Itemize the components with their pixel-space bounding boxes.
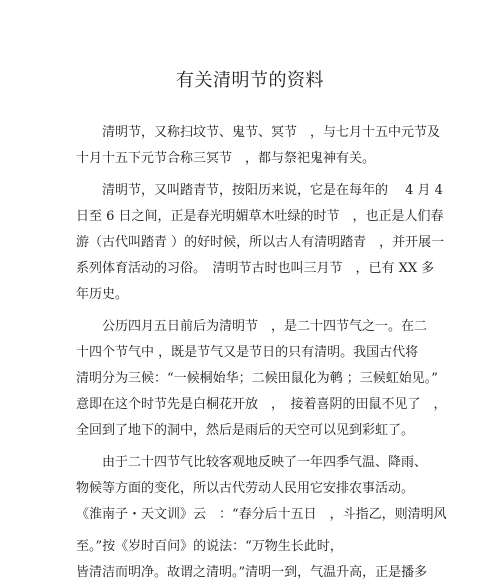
text-line: 十月十五下元节合称三冥节 ，都与祭祀鬼神有关。 [76,151,376,166]
text-line: 年历史。 [76,287,129,302]
text-line: 游（古代叫踏青 ）的好时候，所以古人有清明踏青 ，并开展一 [76,235,445,250]
text-line: 清明节，又称扫坟节、鬼节、冥节 ，与七月十五中元节及 [76,125,441,140]
text-line: 系列体育活动的习俗。 清明节古时也叫三月节 ，已有 XX 多 [76,261,435,276]
document-title: 有关清明节的资料 [176,70,324,91]
text-line: 全回到了地下的洞中，然后是雨后的天空可以见到彩虹了。 [76,423,415,438]
text-line: 十四个节气中 ，既是节气又是节日的只有清明。我国古代将 [76,345,419,360]
text-line: 至。”按《岁时百问》的说法：“万物生长此时， [76,539,343,554]
text-line: 皆清洁而明净。故谓之清明。”清明一到，气温升高，正是播多 [76,565,428,580]
text-line: 日至 6 日之间，正是春光明媚草木吐绿的时节 ，也正是人们春 [76,209,444,224]
document-body [76,120,447,586]
text-line: 清明节，又叫踏青节，按阳历来说，它是在每年的 4 月 4 [76,183,443,198]
text-line: 公历四月五日前后为清明节 ，是二十四节气之一。在二 [76,319,428,334]
text-line: 由于二十四节气比较客观地反映了一年四季气温、降雨、 [76,455,428,470]
text-line: 《淮南子・天文训》云 ：“春分后十五日 ，斗指乙，则清明风 [76,507,447,522]
text-line: 物候等方面的变化，所以古代劳动人民用它安排农事活动。 [76,481,415,496]
text-line: 清明分为三候：“一候桐始华；二候田鼠化为鹌 ；三候虹始见。” [76,371,438,386]
text-line: 意即在这个时节先是白桐花开放 ， 接着喜阴的田鼠不见了 ， [76,397,447,412]
